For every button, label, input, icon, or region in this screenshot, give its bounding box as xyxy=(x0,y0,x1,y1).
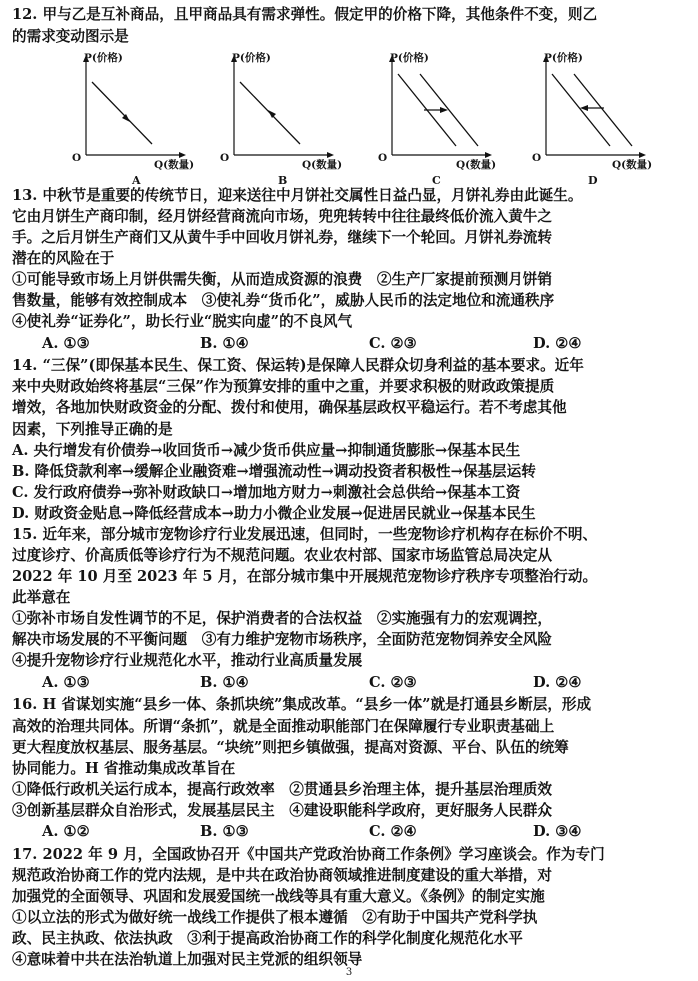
q15-option-b: B. ①④ xyxy=(200,673,249,691)
q16-option-c: C. ②④ xyxy=(369,823,417,841)
q15-line-5: ①弥补市场自发性调节的不足，保护消费者的合法权益 ②实施强有力的宏观调控， xyxy=(12,610,552,628)
q16-line-3: 更大程度放权基层、服务基层。“块统”则把乡镇做强，提高对资源、平台、队伍的统筹 xyxy=(12,738,569,756)
q15-option-c: C. ②③ xyxy=(369,673,417,691)
graph-b-ylabel: P(价格) xyxy=(232,52,271,64)
q17-line-1: 17. 2022 年 9 月，全国政协召开《中国共产党政治协商工作条例》学习座谈会。作为专门 xyxy=(12,845,605,863)
q13-option-a: A. ①③ xyxy=(42,334,90,352)
graph-d-xlabel: Q(数量) xyxy=(612,159,653,171)
graph-b-letter: B xyxy=(278,174,288,187)
graph-a-xlabel: Q(数量) xyxy=(154,159,195,171)
q14-line-3: 增效，各地加快财政资金的分配、拨付和使用，确保基层政权平稳运行。若不考虑其他 xyxy=(12,399,567,417)
graph-b-origin: O xyxy=(220,152,230,164)
q16-line-6: ③创新基层群众自治形式，发展基层民主 ④建设职能科学政府，更好服务人民群众 xyxy=(12,801,552,819)
q13-line-7: ④使礼券“证券化”，助长行业“脱实向虚”的不良风气 xyxy=(12,313,353,331)
q16-line-4: 协同能力。H 省推动集成改革旨在 xyxy=(12,759,236,777)
page-number: 3 xyxy=(345,967,353,978)
q13-line-5: ①可能导致市场上月饼供需失衡，从而造成资源的浪费 ②生产厂家提前预测月饼销 xyxy=(12,271,552,289)
q14-option-b: B. 降低贷款利率→缓解企业融资难→增强流动性→调动投资者积极性→保基层运转 xyxy=(12,462,536,480)
q17-line-2: 规范政治协商工作的党内法规，是中共在政治协商领域推进制度建设的重大举措，对 xyxy=(12,866,552,884)
graph-d-letter: D xyxy=(588,174,598,187)
q13-line-2: 它由月饼生产商印制，经月饼经营商流向市场，兜兜转转中往往最终低价流入黄牛之 xyxy=(12,207,552,225)
graph-a-origin: O xyxy=(72,152,82,164)
graph-b xyxy=(218,52,348,187)
q15-line-3: 2022 年 10 月至 2023 年 5 月，在部分城市集中开展规范宠物诊疗秩序专项整治行动。 xyxy=(12,568,598,586)
q15-line-1: 15. 近年来，部分城市宠物诊疗行业发展迅速，但同时，一些宠物诊疗机构存在标价不明、 xyxy=(12,525,598,543)
graph-d xyxy=(530,52,660,187)
q13-option-b: B. ①④ xyxy=(200,334,249,352)
q14-option-d: D. 财政资金贴息→降低经营成本→助力小微企业发展→促进居民就业→保基本民生 xyxy=(12,504,536,522)
graph-a-letter: A xyxy=(132,174,141,187)
q15-line-7: ④提升宠物诊疗行业规范化水平，推动行业高质量发展 xyxy=(12,652,363,670)
graph-c-origin: O xyxy=(378,152,388,164)
q17-line-4: ①以立法的形式为做好统一战线工作提供了根本遵循 ②有助于中国共产党科学执 xyxy=(12,909,538,927)
arrow-along-curve xyxy=(268,110,276,118)
q14-line-2: 来中央财政始终将基层“三保”作为预算安排的重中之重，并要求积极的财政政策提质 xyxy=(12,378,555,396)
q15-line-6: 解决市场发展的不平衡问题 ③有力维护宠物市场秩序，全面防范宠物饲养安全风险 xyxy=(12,631,552,649)
graph-d-ylabel: P(价格) xyxy=(544,52,583,64)
graph-c-ylabel: P(价格) xyxy=(390,52,429,64)
graph-c xyxy=(376,52,506,187)
q15-option-d: D. ②④ xyxy=(533,673,582,691)
q16-line-2: 高效的治理共同体。所谓“条抓”，就是全面推动职能部门在保障履行专业职责基础上 xyxy=(12,717,555,735)
q15-line-4: 此举意在 xyxy=(12,589,71,607)
q14-option-c: C. 发行政府债券→弥补财政缺口→增加地方财力→刺激社会总供给→保基本工资 xyxy=(12,483,521,501)
q12-stem-line-1: 12. 甲与乙是互补商品，且甲商品具有需求弹性。假定甲的价格下降，其他条件不变，则乙 xyxy=(12,6,598,23)
q13-line-1: 13. 中秋节是重要的传统节日，迎来送往中月饼社交属性日益凸显，月饼礼券由此诞生。 xyxy=(12,186,583,204)
graph-c-letter: C xyxy=(432,174,441,187)
q17-line-3: 加强党的全面领导、巩固和发展爱国统一战线等具有重大意义。《条例》的制定实施 xyxy=(12,888,545,906)
q16-line-5: ①降低行政机关运行成本，提高行政效率 ②贯通县乡治理主体，提升基层治理质效 xyxy=(12,780,552,798)
q15-line-2: 过度诊疗、价高质低等诊疗行为不规范问题。农业农村部、国家市场监管总局决定从 xyxy=(12,546,552,564)
graph-a xyxy=(70,52,200,187)
demand-curve xyxy=(92,82,152,144)
q13-line-6: 售数量，能够有效控制成本 ③使礼券“货币化”，威胁人民币的法定地位和流通秩序 xyxy=(12,292,555,310)
demand-curve-2 xyxy=(574,74,632,146)
q13-line-4: 潜在的风险在于 xyxy=(12,250,115,268)
q13-option-c: C. ②③ xyxy=(369,334,417,352)
graph-c-xlabel: Q(数量) xyxy=(456,159,497,171)
demand-curve-1 xyxy=(552,74,610,146)
q17-line-6: ④意味着中共在法治轨道上加强对民主党派的组织领导 xyxy=(12,951,363,969)
arrow-along-curve xyxy=(122,114,130,122)
graph-b-xlabel: Q(数量) xyxy=(302,159,343,171)
q16-option-d: D. ③④ xyxy=(533,823,582,841)
q14-line-1: 14. “三保”(即保基本民生、保工资、保运转)是保障人民群众切身利益的基本要求。近年 xyxy=(12,357,584,375)
graph-a-ylabel: P(价格) xyxy=(84,52,123,64)
q17-line-5: 政、民主执政、依法执政 ③利于提高政治协商工作的科学化制度化规范化水平 xyxy=(12,930,523,948)
q13-line-3: 手。之后月饼生产商们又从黄牛手中回收月饼礼券，继续下一个轮回。月饼礼券流转 xyxy=(12,228,552,246)
q14-option-a: A. 央行增发有价债券→收回货币→减少货币供应量→抑制通货膨胀→保基本民生 xyxy=(12,441,521,459)
graph-d-origin: O xyxy=(532,152,542,164)
q14-line-4: 因素，下列推导正确的是 xyxy=(12,420,173,438)
q15-option-a: A. ①③ xyxy=(42,673,90,691)
q16-line-1: 16. H 省谋划实施“县乡一体、条抓块统”集成改革。“县乡一体”就是打通县乡断层，形成 xyxy=(12,696,592,714)
q16-option-a: A. ①② xyxy=(42,823,90,841)
q16-option-b: B. ①③ xyxy=(200,823,249,841)
q12-stem-line-2: 的需求变动图示是 xyxy=(12,28,129,45)
q13-option-d: D. ②④ xyxy=(533,334,582,352)
